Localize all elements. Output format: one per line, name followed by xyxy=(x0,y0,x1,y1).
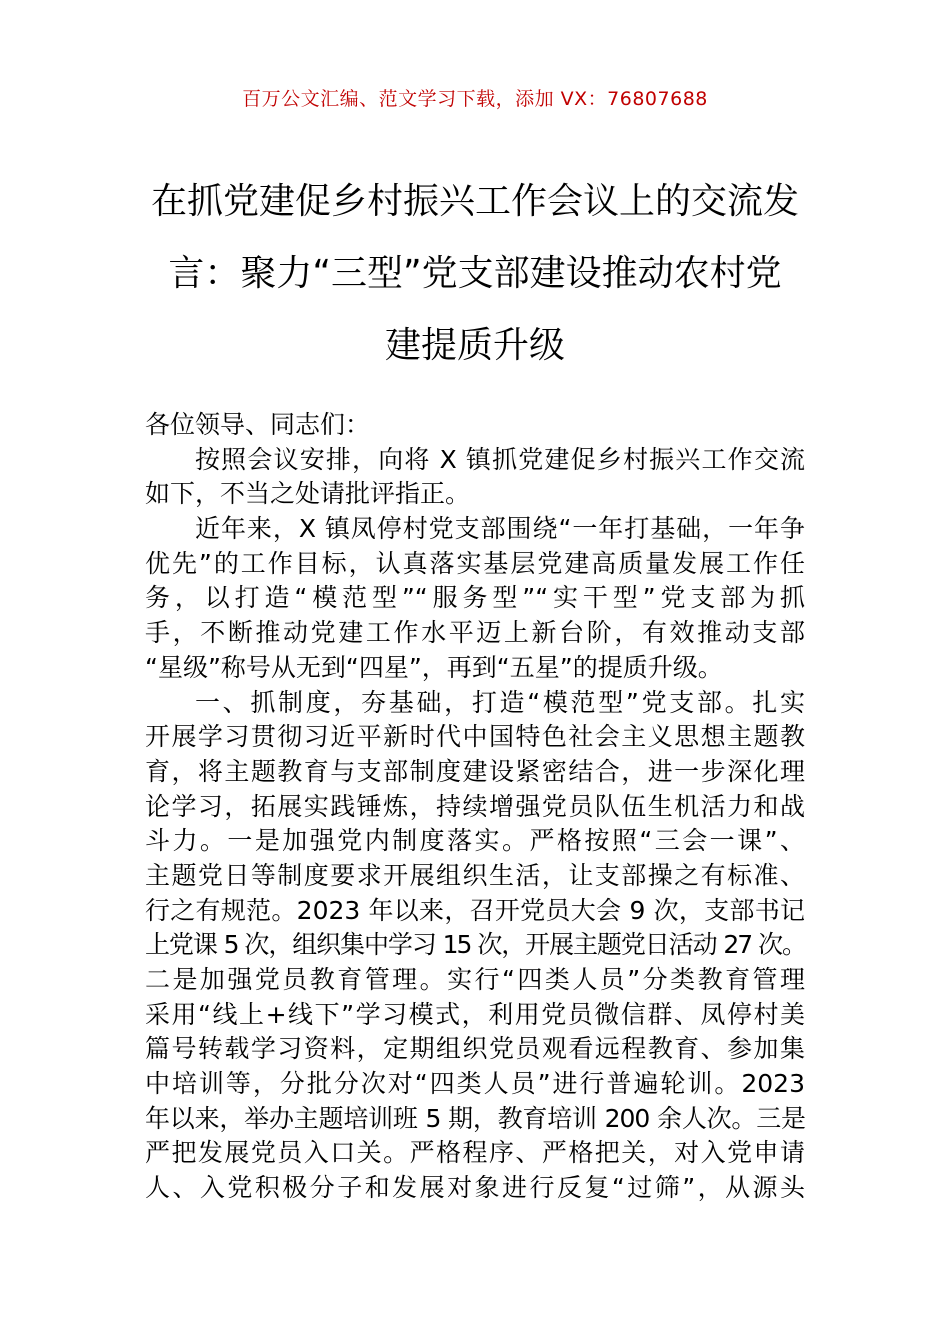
body-line: 按照会议安排，向将 X 镇抓党建促乡村振兴工作交流 xyxy=(195,444,805,474)
body-line: 人、入党积极分子和发展对象进行反复“过筛”，从源头 xyxy=(145,1173,805,1203)
body-line: 优先”的工作目标，认真落实基层党建高质量发展工作任 xyxy=(145,548,805,578)
salutation: 各位领导、同志们： xyxy=(145,410,371,439)
body-line: 如下，不当之处请批评指正。 xyxy=(145,479,471,509)
body-line: 严把发展党员入口关。严格程序、严格把关，对入党申请 xyxy=(145,1138,805,1168)
section-heading-line: 一、抓制度，夯基础，打造“模范型”党支部。扎实 xyxy=(195,687,805,717)
body-line: 论学习，拓展实践锤炼，持续增强党员队伍生机活力和战 xyxy=(145,791,805,821)
document-title xyxy=(145,166,805,382)
body-line: 务，以打造“模范型”“服务型”“实干型”党支部为抓 xyxy=(145,583,805,613)
body-line: “星级”称号从无到“四星”，再到“五星”的提质升级。 xyxy=(145,652,723,682)
body-line: 二是加强党员教育管理。实行“四类人员”分类教育管理 xyxy=(145,965,805,994)
body-line: 手，不断推动党建工作水平迈上新台阶，有效推动支部 xyxy=(145,618,805,648)
body-line: 中培训等，分批分次对“四类人员”进行普遍轮训。2023 xyxy=(145,1069,805,1099)
body-line: 上党课 5 次，组织集中学习 15 次，开展主题党日活动 27 次。 xyxy=(145,930,805,960)
body-line: 篇号转载学习资料，定期组织党员观看远程教育、参加集 xyxy=(145,1034,805,1064)
title-line: 建提质升级 xyxy=(384,325,565,366)
watermark-header: 百万公文汇编、范文学习下载，添加 VX：76807688 xyxy=(242,88,708,110)
title-line: 言：聚力“三型”党支部建设推动农村党 xyxy=(168,253,782,294)
body-line: 行之有规范。2023 年以来，召开党员大会 9 次，支部书记 xyxy=(145,895,805,925)
body-line: 开展学习贯彻习近平新时代中国特色社会主义思想主题教 xyxy=(145,722,805,752)
body-line: 采用“线上+线下”学习模式，利用党员微信群、凤停村美 xyxy=(145,999,805,1029)
body-line: 年以来，举办主题培训班 5 期，教育培训 200 余人次。三是 xyxy=(145,1103,805,1133)
body-line: 斗力。一是加强党内制度落实。严格按照“三会一课”、 xyxy=(145,826,805,856)
body-line: 主题党日等制度要求开展组织生活，让支部操之有标准、 xyxy=(145,860,805,890)
body-line: 近年来，X 镇凤停村党支部围绕“一年打基础，一年争 xyxy=(195,514,805,544)
body-line: 育，将主题教育与支部制度建设紧密结合，进一步深化理 xyxy=(145,756,805,786)
title-line: 在抓党建促乡村振兴工作会议上的交流发 xyxy=(150,181,799,222)
document-body xyxy=(145,408,805,1206)
